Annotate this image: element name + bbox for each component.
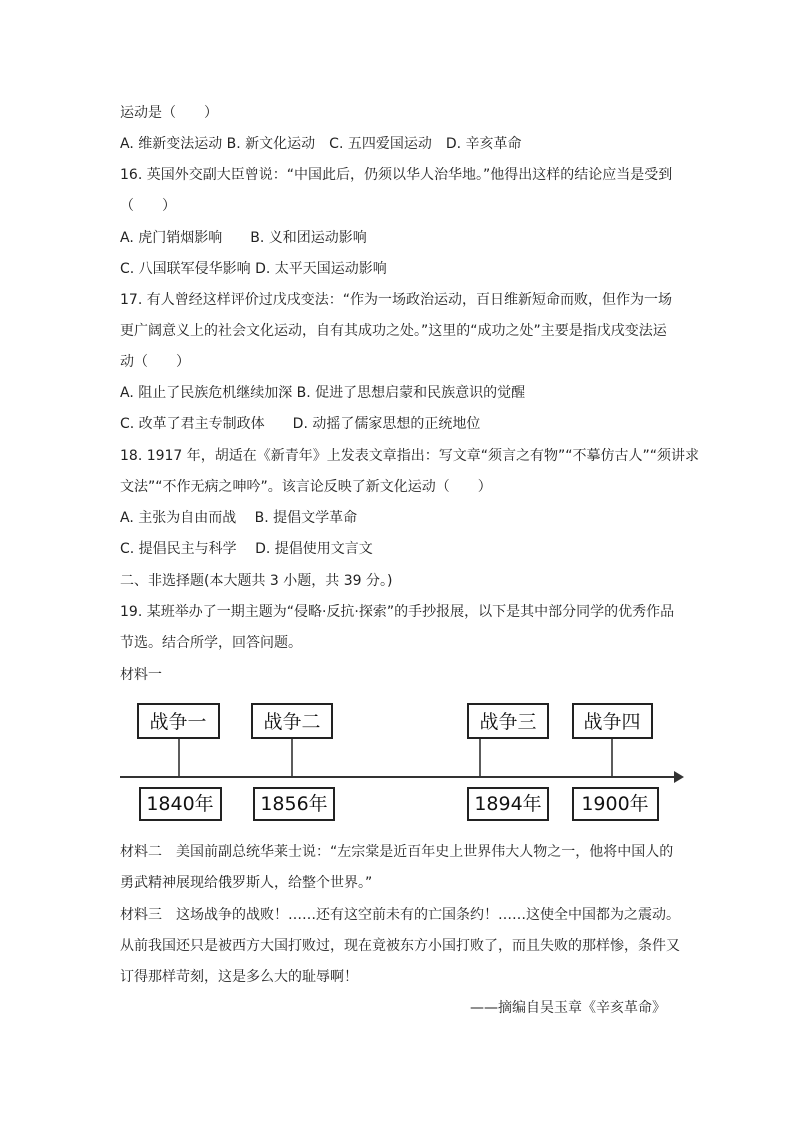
war-label: 战争三 [479,711,537,733]
question-17: 17. 有人曾经这样评价过戊戌变法：“作为一场政治运动，百日维新短命而败，但作为一场 [120,292,672,308]
year-box [573,788,658,820]
section-heading: 二、非选择题(本大题共 3 小题，共 39 分。) [120,573,393,589]
text-line: C. 八国联军侵华影响 D. 太平天国运动影响 [120,261,387,277]
text-line: 勇武精神展现给俄罗斯人，给整个世界。” [120,875,373,891]
year-label: 1894年 [474,793,542,815]
material-three: 材料三 这场战争的战败！……还有这空前未有的亡国条约！……这使全中国都为之震动。 [120,907,680,923]
year-box [254,788,334,820]
text-line: 从前我国还只是被西方大国打败过，现在竟被东方小国打败了，而且失败的那样惨，条件又 [120,938,680,954]
material-label: 材料一 [120,667,162,683]
timeline-diagram [118,700,688,828]
text-line: 节选。结合所学，回答问题。 [120,635,302,651]
war-label: 战争四 [583,711,641,733]
timeline-arrow [674,771,684,783]
year-label: 1856年 [260,793,328,815]
text-line: （ ） [120,198,176,214]
text-line: C. 提倡民主与科学 D. 提倡使用文言文 [120,541,373,557]
war-box [138,704,219,738]
source-citation: ——摘编自吴玉章《辛亥革命》 [470,1000,666,1016]
material-two: 材料二 美国前副总统华莱士说：“左宗棠是近百年史上世界伟大人物之一，他将中国人的 [120,844,674,860]
year-label: 1900年 [581,793,649,815]
war-box [573,704,652,738]
year-label: 1840年 [146,793,214,815]
text-line: A. 主张为自由而战 B. 提倡文学革命 [120,510,358,526]
question-19: 19. 某班举办了一期主题为“侵略·反抗·探索”的手抄报展，以下是其中部分同学的优秀作品 [120,604,675,620]
year-box [468,788,548,820]
text-line: 文法”“不作无病之呻吟”。该言论反映了新文化运动（ ） [120,479,492,495]
text-line: A. 维新变法运动 B. 新文化运动 C. 五四爱国运动 D. 辛亥革命 [120,136,522,152]
text-line: 运动是（ ） [120,105,218,121]
text-line: 订得那样苛刻，这是多么大的耻辱啊！ [120,969,358,985]
text-line: A. 阻止了民族危机继续加深 B. 促进了思想启蒙和民族意识的觉醒 [120,385,526,401]
war-label: 战争二 [263,711,321,733]
war-box [252,704,332,738]
text-line: 更广阔意义上的社会文化运动，自有其成功之处。”这里的“成功之处”主要是指戊戌变法运 [120,323,667,339]
question-18: 18. 1917 年，胡适在《新青年》上发表文章指出：写文章“须言之有物”“不摹仿古人”“须讲求 [120,448,700,464]
question-16: 16. 英国外交副大臣曾说：“中国此后，仍须以华人治华地。”他得出这样的结论应当是受到 [120,167,673,183]
text-line: C. 改革了君主专制政体 D. 动摇了儒家思想的正统地位 [120,416,481,432]
year-box [140,788,221,820]
text-line: 动（ ） [120,354,190,370]
text-line: A. 虎门销烟影响 B. 义和团运动影响 [120,230,367,246]
war-label: 战争一 [149,711,207,733]
war-box [468,704,548,738]
